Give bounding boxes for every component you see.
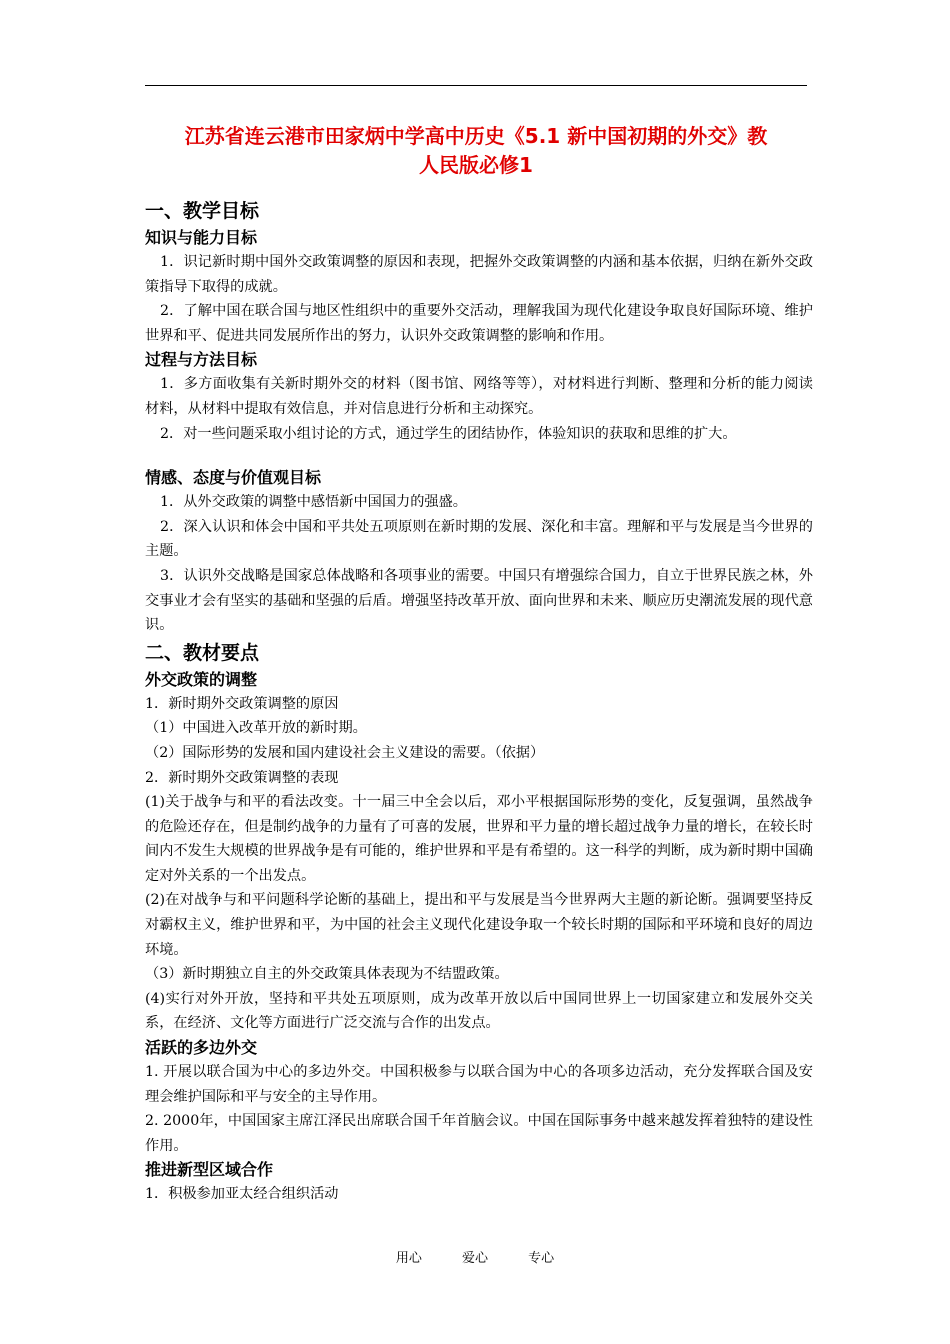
paragraph: 2．了解中国在联合国与地区性组织中的重要外交活动，理解我国为现代化建设争取良好国际环境、维护世界和平、促进共同发展所作出的努力，认识外交政策调整的影响和作用。 [145, 303, 813, 344]
subheading-values: 情感、态度与价值观目标 [145, 468, 322, 488]
document-title [145, 122, 807, 180]
title-line-1: 江苏省连云港市田家炳中学高中历史《5.1 新中国初期的外交》教 [184, 124, 768, 148]
paragraph: (2)在对战争与和平问题科学论断的基础上，提出和平与发展是当今世界两大主题的新论断。强调要坚持反对霸权主义，维护世界和平，为中国的社会主义现代化建设争取一个较长时期的国际和平环境和良好的周边环境。 [145, 892, 813, 958]
footer-text: 用心 [395, 1251, 422, 1266]
paragraph: （3）新时期独立自主的外交政策具体表现为不结盟政策。 [145, 966, 509, 983]
subheading-process: 过程与方法目标 [145, 350, 258, 370]
subheading-regional-cooperation: 推进新型区域合作 [145, 1160, 274, 1180]
footer-text: 专心 [528, 1251, 555, 1266]
paragraph: 2. 2000年，中国国家主席江泽民出席联合国千年首脑会议。中国在国际事务中越来越发挥着独特的建设性作用。 [145, 1113, 813, 1154]
paragraph: 2．深入认识和体会中国和平共处五项原则在新时期的发展、深化和丰富。理解和平与发展是当今世界的主题。 [145, 518, 813, 560]
subheading-knowledge: 知识与能力目标 [145, 228, 258, 247]
paragraph: 3．认识外交战略是国家总体战略和各项事业的需要。中国只有增强综合国力，自立于世界民族之林，外交事业才会有坚实的基础和坚强的后盾。增强坚持改革开放、面向世界和未来、顺应历史潮流发展的现代意识。 [145, 567, 813, 634]
footer-text: 爱心 [461, 1251, 488, 1266]
subheading-multilateral: 活跃的多边外交 [145, 1038, 258, 1058]
section-heading-objectives: 一、教学目标 [145, 200, 260, 222]
paragraph: （1）中国进入改革开放的新时期。 [145, 720, 367, 737]
paragraph: 2．新时期外交政策调整的表现 [145, 769, 339, 786]
header-rule [145, 85, 807, 86]
subheading-policy-adjustment: 外交政策的调整 [145, 669, 258, 689]
paragraph: 1. 开展以联合国为中心的多边外交。中国积极参与以联合国为中心的各项多边活动，充分发挥联合国及安理会维护国际和平与安全的主导作用。 [145, 1064, 813, 1105]
paragraph: 1．积极参加亚太经合组织活动 [145, 1186, 339, 1203]
page-footer [0, 1247, 950, 1266]
section-heading-key-points: 二、教材要点 [145, 641, 260, 664]
document-body [145, 196, 813, 1207]
paragraph: 1．识记新时期中国外交政策调整的原因和表现，把握外交政策调整的内涵和基本依据，归纳在新外交政策指导下取得的成就。 [145, 254, 813, 295]
paragraph: (1)关于战争与和平的看法改变。十一届三中全会以后，邓小平根据国际形势的变化，反复强调，虽然战争的危险还存在，但是制约战争的力量有了可喜的发展，世界和平力量的增长超过战争力量的增长，在较长时间内不发生大规模的世界战争是有可能的，维护世界和平是有希望的。这一科学的判断，成为新时期中国确定对外关系的一个出发点。 [145, 794, 813, 884]
paragraph: 1．多方面收集有关新时期外交的材料（图书馆、网络等等），对材料进行判断、整理和分析的能力阅读材料，从材料中提取有效信息，并对信息进行分析和主动探究。 [145, 376, 813, 417]
paragraph: 1．新时期外交政策调整的原因 [145, 695, 339, 712]
paragraph: 2．对一些问题采取小组讨论的方式，通过学生的团结协作，体验知识的获取和思维的扩大。 [160, 425, 737, 442]
paragraph: (4)实行对外开放，坚持和平共处五项原则，成为改革开放以后中国同世界上一切国家建立和发展外交关系，在经济、文化等方面进行广泛交流与合作的出发点。 [145, 990, 813, 1032]
paragraph: 1．从外交政策的调整中感悟新中国国力的强盛。 [160, 494, 467, 511]
title-line-2: 人民版必修1 [419, 153, 533, 177]
paragraph: （2）国际形势的发展和国内建设社会主义建设的需要。（依据） [145, 744, 545, 761]
